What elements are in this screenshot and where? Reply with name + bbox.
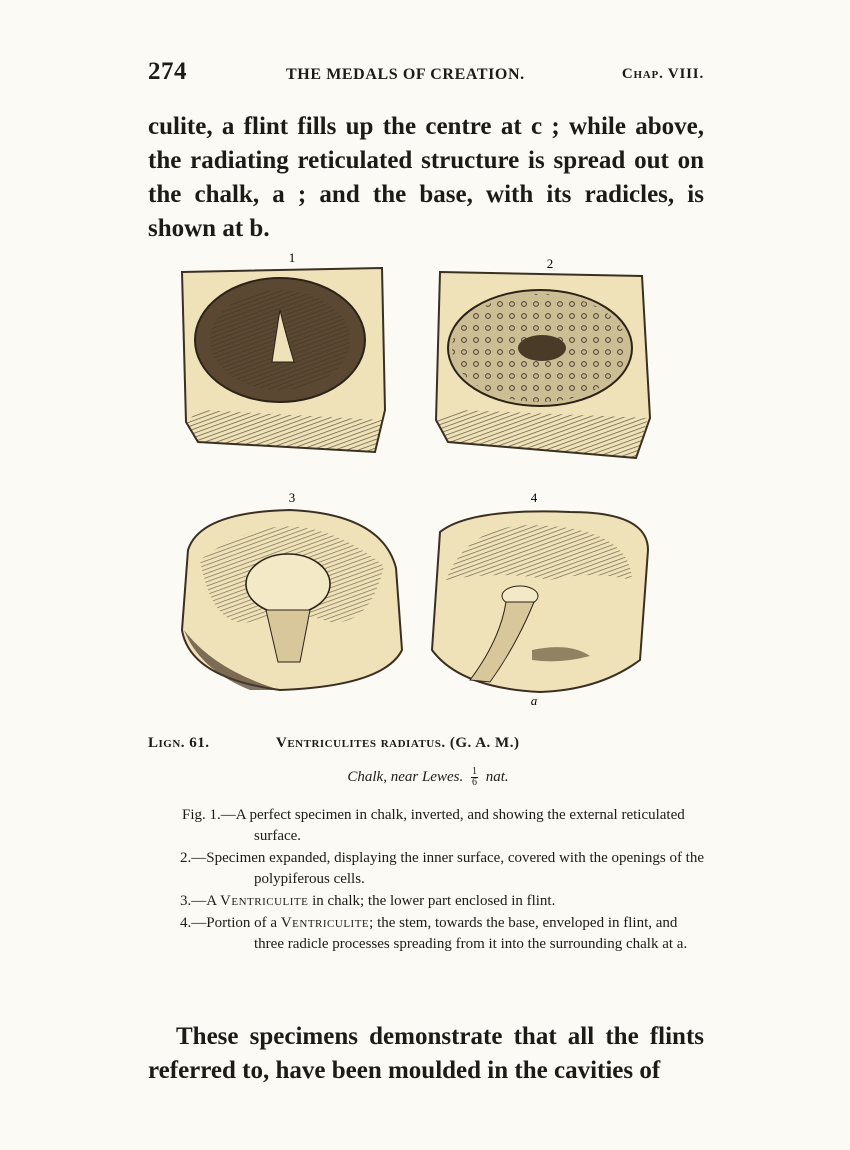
figure-4-label: 4 bbox=[530, 490, 538, 505]
detail-label-a: a bbox=[530, 693, 538, 708]
plate-number: Lign. 61. bbox=[148, 735, 210, 751]
figure-description-3 bbox=[148, 891, 708, 912]
figure-3-label: 3 bbox=[288, 490, 296, 505]
figure-description-1 bbox=[148, 805, 708, 847]
chapter-label: Chap. VIII. bbox=[621, 66, 704, 82]
figure-3-caption-prefix: A bbox=[206, 893, 221, 909]
scale-fraction bbox=[471, 767, 478, 788]
figure-2-specimen bbox=[436, 272, 650, 458]
species-name bbox=[276, 735, 519, 752]
figure-2-label: 2 bbox=[546, 256, 554, 271]
locality-line bbox=[148, 767, 708, 791]
page-number: 274 bbox=[148, 58, 187, 85]
figure-2-caption-label: 2.— bbox=[180, 850, 207, 866]
running-head bbox=[148, 58, 708, 88]
paragraph-bottom: These specimens demonstrate that all the flints referred to, have been moulded in the cavities of bbox=[148, 1023, 704, 1084]
paragraph-top: culite, a flint fills up the centre at c ; while above, the radiating reticulated structure is spread out on the chalk, a ; and the base, with its radicles, is shown at b. bbox=[148, 113, 704, 242]
scale-numerator: 1 bbox=[471, 766, 477, 777]
figure-3-caption-text: in chalk; the lower part enclosed in flint. bbox=[308, 893, 556, 909]
caption-block bbox=[148, 735, 708, 956]
species-title: Ventriculites radiatus. bbox=[276, 735, 446, 751]
figure-1-caption-label: Fig. 1.— bbox=[182, 807, 236, 823]
figure-1-specimen bbox=[182, 268, 385, 452]
specimen-plate bbox=[170, 250, 670, 710]
attribution: (G. A. M.) bbox=[449, 735, 520, 751]
figure-4-caption-prefix: Portion of a bbox=[206, 915, 281, 931]
figure-4-specimen bbox=[432, 511, 648, 692]
figure-3-caption-term: Ventriculite bbox=[220, 893, 309, 909]
figure-2-caption-text: Specimen expanded, displaying the inner surface, covered with the openings of the polypiferous cells. bbox=[206, 850, 705, 887]
scale-denominator: 6 bbox=[471, 777, 477, 788]
figure-1-label: 1 bbox=[288, 250, 296, 265]
figure-3-specimen bbox=[182, 510, 402, 690]
figure-1-caption-text: A perfect specimen in chalk, inverted, and showing the external reticulated surface. bbox=[235, 807, 685, 844]
plate-label-row bbox=[148, 735, 708, 761]
figure-description-4 bbox=[148, 913, 708, 955]
figure-4-caption-text: ; the stem, towards the base, enveloped in flint, and three radicle processes spreading from it into the surrounding chalk at a. bbox=[254, 915, 688, 952]
figure-list bbox=[148, 805, 708, 955]
locality: Chalk, near Lewes. bbox=[347, 768, 464, 785]
figure-description-2 bbox=[148, 848, 708, 890]
scale-suffix: nat. bbox=[485, 768, 509, 785]
figure-3-caption-label: 3.— bbox=[180, 893, 207, 909]
figure-4-caption-term: Ventriculite bbox=[280, 915, 370, 931]
figure-4-caption-label: 4.— bbox=[180, 915, 207, 931]
book-title: THE MEDALS OF CREATION. bbox=[286, 66, 525, 83]
